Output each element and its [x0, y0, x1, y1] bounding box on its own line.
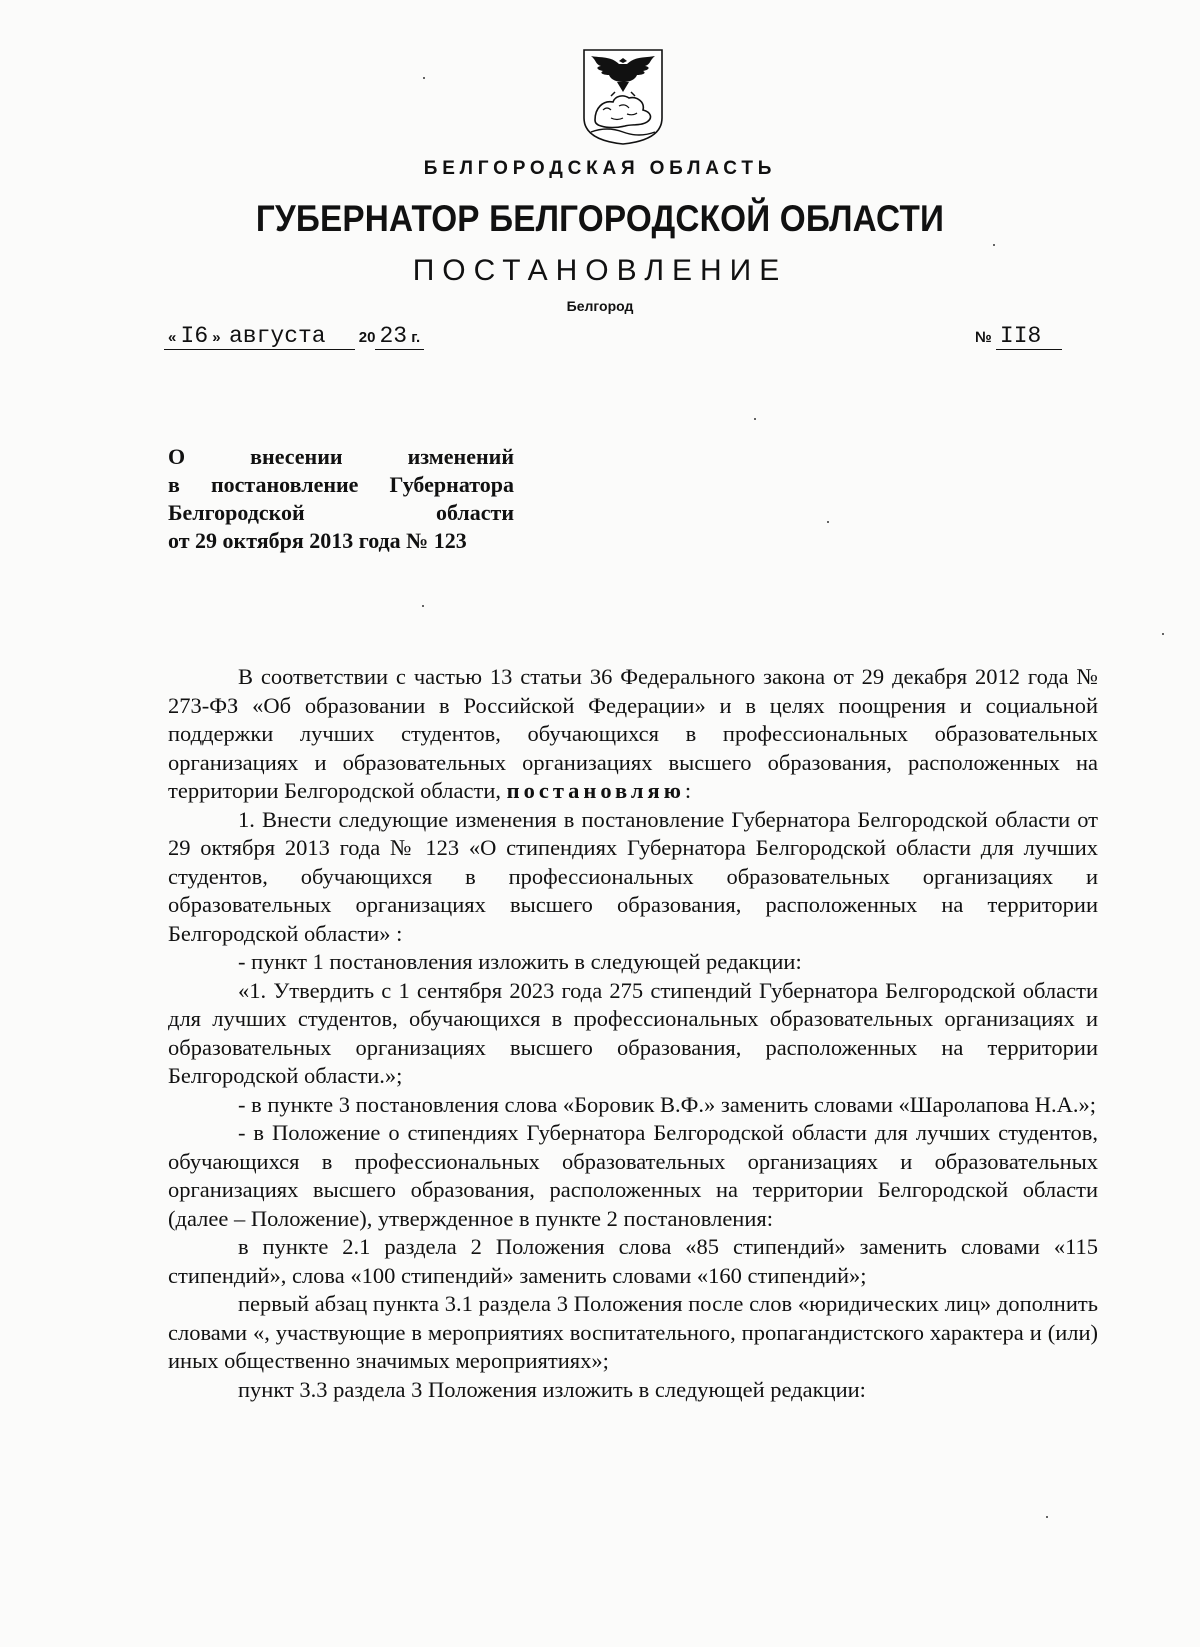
subject-line: в постановление Губернатора — [168, 472, 514, 497]
subject-line: от 29 октября 2013 года № 123 — [168, 528, 467, 553]
paragraph: - в пункте 3 постановления слова «Боровик В.Ф.» заменить словами «Шаролапова Н.А.»; — [238, 1091, 1097, 1117]
paragraph: пункт 3.3 раздела 3 Положения изложить в следующей редакции: — [238, 1376, 866, 1402]
date-day: I6 — [180, 323, 209, 349]
preamble-text: В соответствии с частью 13 статьи 36 Федерального закона от 29 декабря 2012 года № 273-ФЗ «Об образовании в Российской Федерации» и в целях поощрения и социальной поддержки лучших студентов, обучающихся в профессиональных образовательных организациях и образовательных организациях высшего образования, расположенных на территории Белгородской области, — [168, 664, 1098, 803]
authority-title: ГУБЕРНАТОР БЕЛГОРОДСКОЙ ОБЛАСТИ — [255, 198, 945, 239]
scan-speck — [827, 521, 829, 523]
document-date — [164, 325, 424, 350]
scan-speck — [423, 77, 425, 79]
date-year-suffix: г. — [411, 329, 421, 346]
scan-speck — [422, 605, 424, 607]
scan-speck — [993, 244, 995, 246]
paragraph: первый абзац пункта 3.1 раздела 3 Положения после слов «юридических лиц» дополнить словами «, участвующие в мероприятиях воспитательного, пропагандистского характера и (или) иных общественно значимых мероприятиях»; — [168, 1291, 1098, 1373]
document-subject — [168, 443, 514, 555]
date-close-quote: » — [212, 329, 221, 346]
scan-speck — [1162, 633, 1164, 635]
date-century: 20 — [358, 329, 376, 346]
document-number — [975, 325, 1062, 350]
coat-of-arms-icon — [581, 48, 665, 146]
paragraph: - в Положение о стипендиях Губернатора Белгородской области для лучших студентов, обучающихся в профессиональных образовательных организациях и образовательных организациях высшего образования, расположенных на территории Белгородской области (далее – Положение), утвержденное в пункте 2 постановления: — [168, 1120, 1098, 1231]
paragraph: 1. Внести следующие изменения в постановление Губернатора Белгородской области от 29 октября 2013 года № 123 «О стипендиях Губернатора Белгородской области для лучших студентов, обучающихся в профессиональных образовательных организациях и образовательных организациях высшего образования, расположенных на территории Белгородской области» : — [168, 806, 1098, 946]
document-body — [168, 663, 1098, 1404]
subject-line: Белгородской области — [168, 500, 514, 525]
document-type: ПОСТАНОВЛЕНИЕ — [412, 254, 788, 287]
paragraph-preamble — [168, 663, 1098, 806]
region-name: БЕЛГОРОДСКАЯ ОБЛАСТЬ — [423, 158, 777, 179]
number-prefix: № — [975, 329, 992, 346]
paragraph: в пункте 2.1 раздела 2 Положения слова «85 стипендий» заменить словами «115 стипендий», слова «100 стипендий» заменить словами «160 стипендий»; — [168, 1234, 1098, 1288]
date-open-quote: « — [168, 329, 177, 346]
city-name: Белгород — [566, 298, 634, 314]
preamble-end: : — [684, 778, 692, 803]
scan-speck — [1046, 1516, 1048, 1518]
subject-line: О внесении изменений — [168, 444, 514, 469]
number-value: II8 — [999, 323, 1042, 349]
paragraph: - пункт 1 постановления изложить в следующей редакции: — [238, 949, 802, 974]
scan-speck — [754, 418, 756, 420]
date-year: 23 — [379, 323, 408, 349]
decree-word: постановляю — [506, 778, 685, 803]
paragraph: «1. Утвердить с 1 сентября 2023 года 275 стипендий Губернатора Белгородской области для лучших студентов, обучающихся в профессиональных образовательных организациях и образовательных организациях высшего образования, расположенных на территории Белгородской области.»; — [168, 977, 1098, 1088]
date-month: августа — [228, 323, 326, 349]
